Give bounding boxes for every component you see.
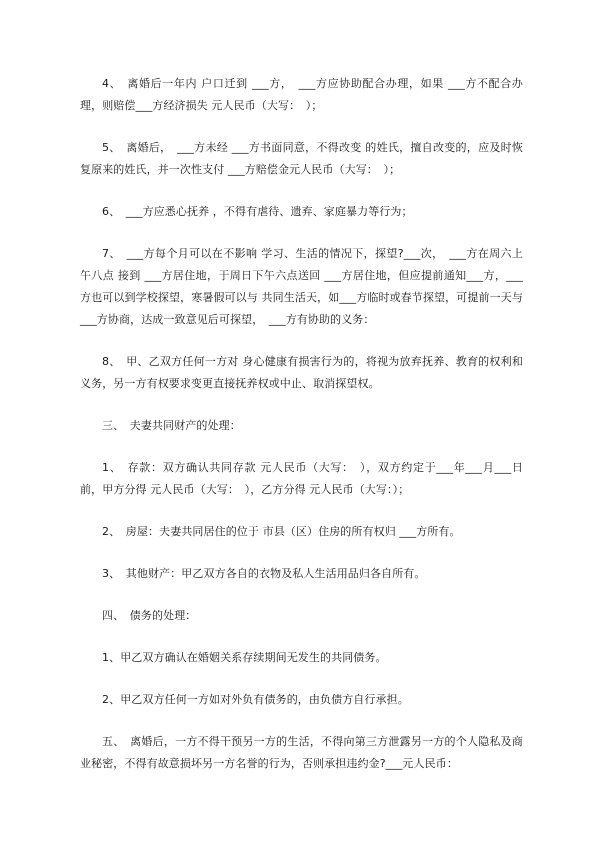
clause-7-visitation: 7、 ___方每个月可以在不影响 学习、生活的情况下，探望?___次， ___方在周六上午八点 接到 ___方居住地，于周日下午六点送回 ___方居住地，但应提前通知___方，___方也可以到学校探望，寒暑假可以与 共同生活天，如___方临时或春节探望，可提前一天与 ___方协商，达成一致意见后可探望， ___方有协助的义务： <box>80 247 523 326</box>
section-3-heading: 三、 夫妻共同财产的处理： <box>102 419 241 432</box>
debt-2-individual: 2、甲乙双方任何一方如对外负有债务的，由负债方自行承担。 <box>102 693 409 706</box>
debt-1-common: 1、甲乙双方确认在婚姻关系存续期间无发生的共同债务。 <box>102 651 387 664</box>
property-2-house: 2、 房屋：夫妻共同居住的位于 市县（区）住房的所有权归 ___方所有。 <box>102 525 461 538</box>
clause-5-surname: 5、 离婚后， ___方未经 ___方书面同意，不得改变 的姓氏，擅自改变的，应及时恢复原来的姓氏，并一次性支付 ___方赔偿金元人民币（大写： ）； <box>80 141 523 176</box>
clause-8-harm: 8、 甲、乙双方任何一方对 身心健康有损害行为的，将视为放弃抚养、教育的权利和义务，另一方有权要求变更直接抚养权或中止、取消探望权。 <box>80 355 523 390</box>
property-3-other: 3、 其他财产：甲乙双方各自的衣物及私人生活用品归各自所有。 <box>102 567 426 580</box>
section-4-heading: 四、 债务的处理： <box>102 609 197 622</box>
property-1-deposits: 1、 存款：双方确认共同存款 元人民币（大写： ），双方约定于___年___月___日前，甲方分得 元人民币（大写： ），乙方分得 元人民币（大写：）； <box>80 461 523 496</box>
clause-4-household-registration: 4、 离婚后一年内 户口迁到 ___方， ___方应协助配合办理，如果 ___方不配合办理，则赔偿___方经济损失 元人民币（大写： ）； <box>80 77 523 112</box>
section-5-privacy: 五、 离婚后，一方不得干预另一方的生活，不得向第三方泄露另一方的个人隐私及商业秘密，不得有故意损坏另一方名誉的行为，否则承担违约金?___元人民币： <box>80 735 523 770</box>
clause-6-care: 6、 ___方应悉心抚养 ，不得有虐待、遗弃、家庭暴力等行为； <box>102 205 413 218</box>
